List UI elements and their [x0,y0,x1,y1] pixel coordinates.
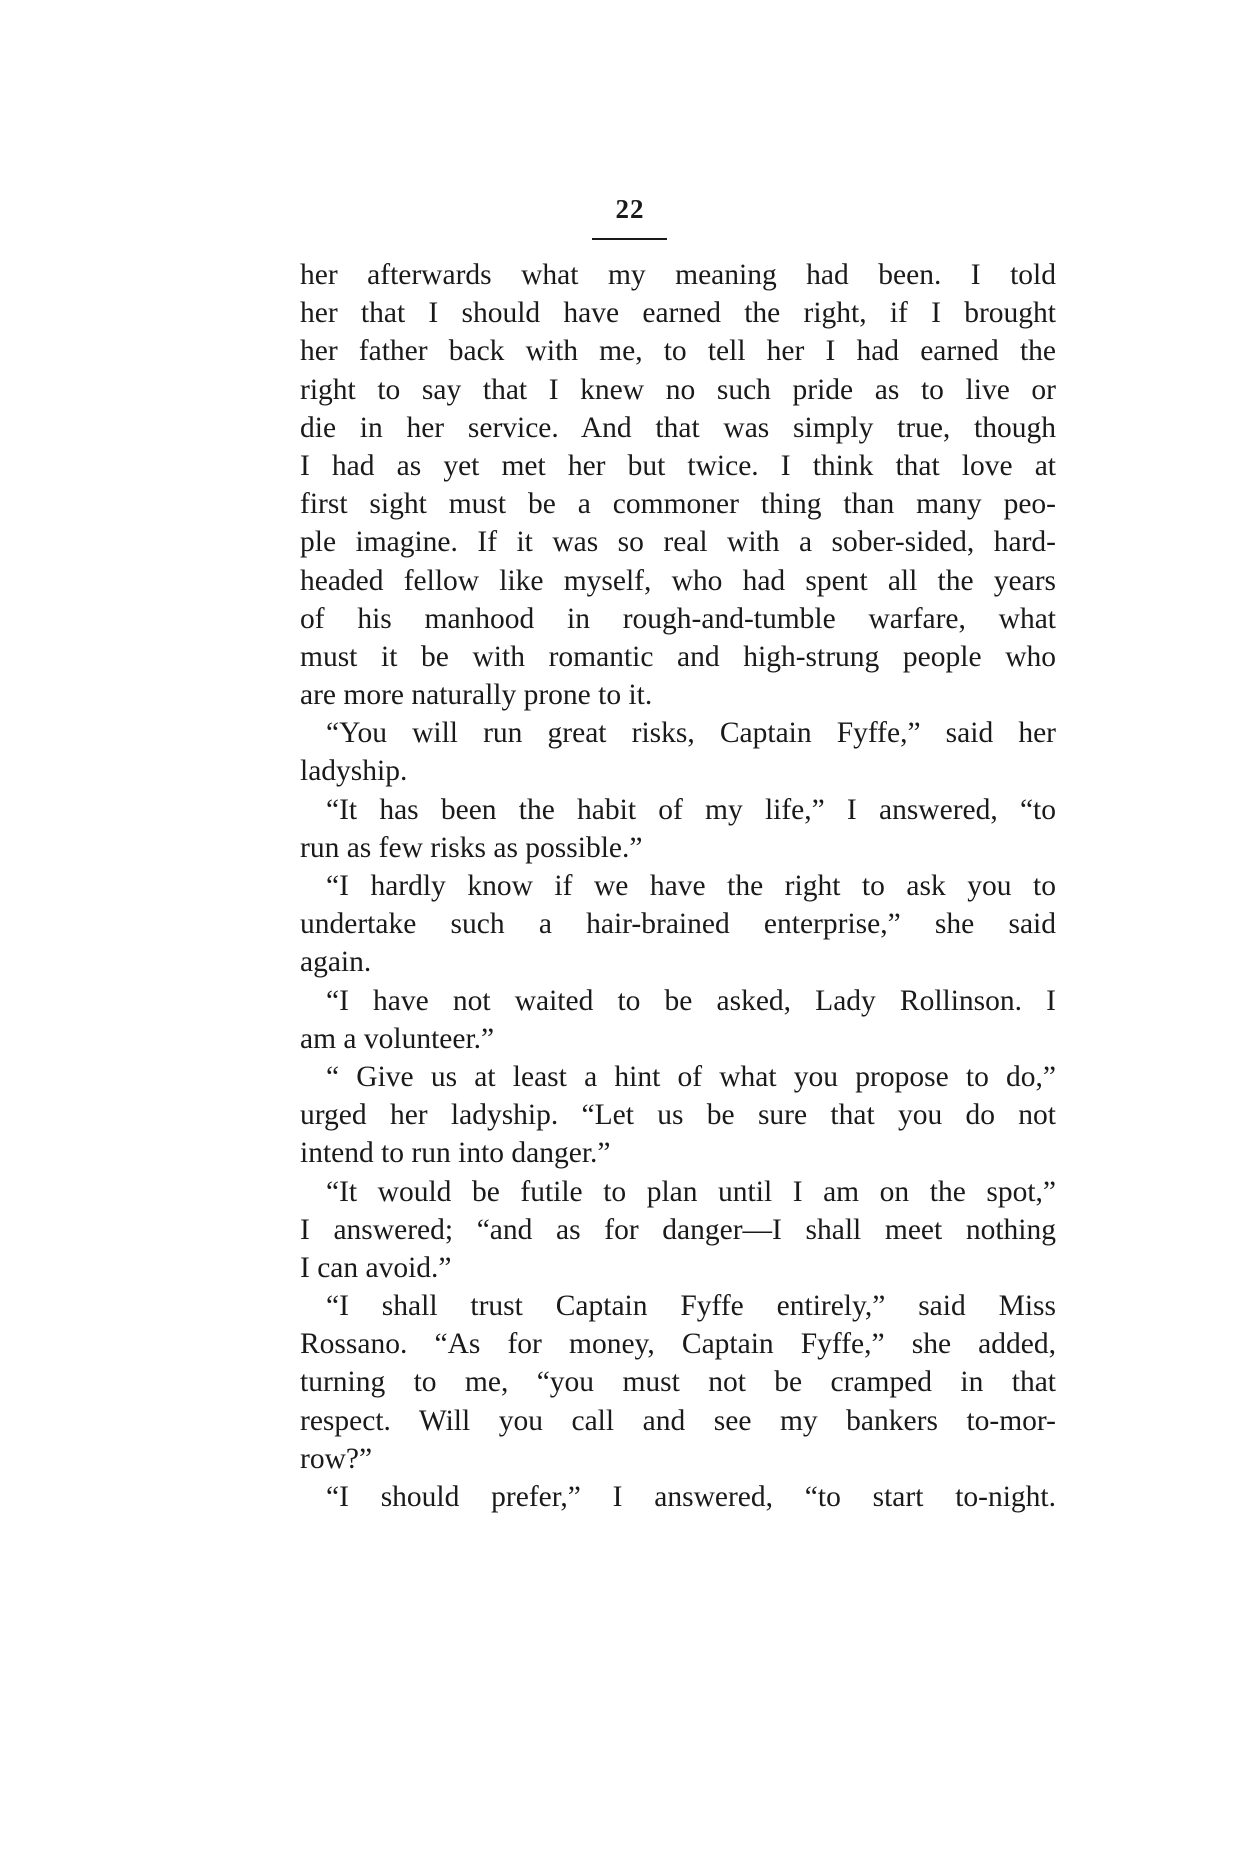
text-line: I had as yet met her but twice. I think that love at [300,449,1056,482]
text-line: “ Give us at least a hint of what you propose to do,” [326,1060,1056,1093]
text-line: “It would be futile to plan until I am on the spot,” [326,1175,1056,1208]
text-line: headed fellow like myself, who had spent all the years [300,564,1056,597]
text-line: of his manhood in rough-and-tumble warfare, what [300,602,1056,635]
text-line: her father back with me, to tell her I had earned the [300,335,1056,368]
text-line: ladyship. [300,755,408,788]
text-line: die in her service. And that was simply true, though [300,411,1056,444]
text-line: I answered; “and as for danger—I shall meet nothing [300,1213,1056,1246]
text-line: first sight must be a commoner thing than many peo- [300,488,1056,521]
text-line: her afterwards what my meaning had been. I told [300,259,1056,291]
text-line: urged her ladyship. “Let us be sure that you do not [300,1099,1056,1132]
text-line: respect. Will you call and see my bankers to-mor- [300,1404,1056,1437]
page-number: 22 [615,194,645,224]
text-line: ple imagine. If it was so real with a sober-sided, hard- [300,526,1056,559]
text-line: intend to run into danger.” [300,1137,611,1170]
page-number-rule [592,238,667,240]
text-line: run as few risks as possible.” [300,831,643,864]
text-line: “I have not waited to be asked, Lady Rollinson. I [326,984,1056,1017]
text-line: I can avoid.” [300,1251,452,1284]
text-line: “I should prefer,” I answered, “to start to-night. [326,1481,1056,1513]
text-line: “I hardly know if we have the right to ask you to [326,870,1056,902]
body-text [300,256,1056,1516]
text-line: right to say that I knew no such pride as to live or [300,373,1056,406]
text-line: Rossano. “As for money, Captain Fyffe,” she added, [300,1328,1056,1361]
text-line: “You will run great risks, Captain Fyffe,” said her [326,717,1056,750]
text-line: “I shall trust Captain Fyffe entirely,” said Miss [326,1290,1056,1323]
text-line: turning to me, “you must not be cramped in that [300,1366,1056,1399]
text-line: her that I should have earned the right, if I brought [300,297,1056,330]
text-line: row?” [300,1442,373,1475]
text-line: undertake such a hair-brained enterprise,” she said [300,908,1056,941]
text-line: are more naturally prone to it. [300,679,653,712]
text-line: am a volunteer.” [300,1022,495,1055]
text-line: “It has been the habit of my life,” I answered, “to [326,793,1056,826]
text-line: must it be with romantic and high-strung people who [300,640,1056,673]
text-line: again. [300,946,372,979]
